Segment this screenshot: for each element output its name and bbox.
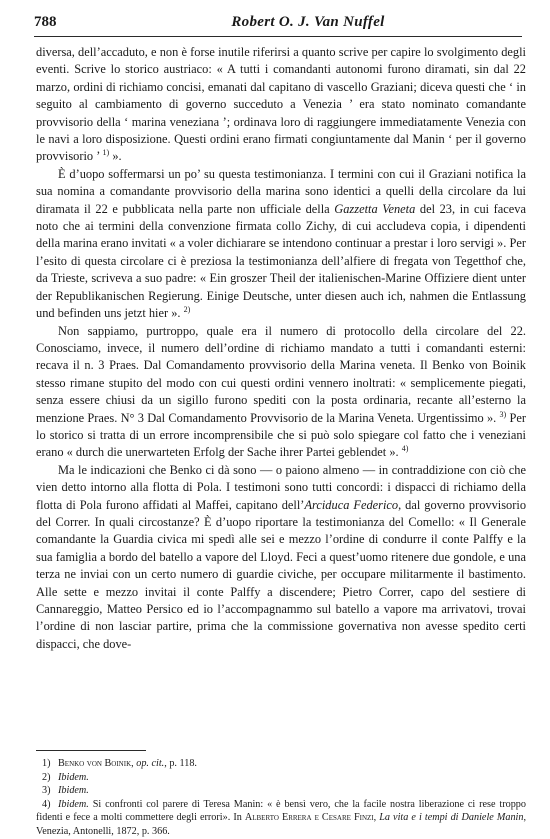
footnote-4-book-title: La vita e i tempi di Daniele Manin xyxy=(379,812,524,824)
paragraph-4 xyxy=(36,462,526,653)
footnote-1-rest: , p. 118. xyxy=(164,758,197,769)
paragraph-3 xyxy=(36,323,526,462)
footnote-1-cit: op. cit. xyxy=(136,758,165,769)
footnote-4-text-b: , xyxy=(373,812,380,824)
footnote-1-author: Benko von Boinik xyxy=(58,758,132,769)
footnote-ref-3[interactable]: 3) xyxy=(499,409,507,419)
footnote-1-number: 1) xyxy=(42,758,51,769)
paragraph-2 xyxy=(36,166,526,323)
paragraph-1-end: ». xyxy=(109,149,122,164)
paragraph-2-text-a: È d’uopo soffermarsi un po’ su questa testimonianza. I termini con cui il Graziani notifica la sua nomina a comandante provvisorio della marina sono identici a quelli della circolare da lui diramata il 22 e pubblicata nella parte non ufficiale della xyxy=(36,166,526,216)
paragraph-1-text: diversa, dell’accaduto, e non è forse inutile riferirsi a quanto scrive per capire lo svolgimento degli eventi. Scrive lo storico austriaco: « A tutti i comandanti autonomi furono diramati, sin dal 22 marzo, ordini di richiamo concisi, emanati dal capitano di vascello Graziani; diceva questi che ‘ in seguito al cambiamento di governo succeduto a Venezia ’ era stato nominato comandante provvisorio della ‘ marina veneziana ’; ordinava loro di raggiungere immediatamente Venezia con le navi a loro disposizione. Questi ordini erano firmati congiuntamente dal Manin ‘ per il governo provvisorio ’ xyxy=(36,45,526,164)
footnote-3-number: 3) xyxy=(42,785,51,797)
paragraph-2-text-b: del 23, in cui faceva noto che ai termini della convenzione firmata collo Zichy, di cui accludeva copia, i dipendenti della marina erano invitati « a voler dichiarare se intendono continuar a prestar i loro servigi ». Per l’esito di questa circolare ci è preziosa la testimonianza dell’alfiere di fregata von Tegetthof che, da Trieste, scriveva a suo padre: « Ein groszer Theil der italienischen-Marine Offiziere dient unter der Republikanischen Regierung. Einige Deutsche, unter diesen auch ich, nahmen die Entlassung und befinden uns jetzt hier ». xyxy=(36,201,526,321)
running-title: Robert O. J. Van Nuffel xyxy=(231,14,385,30)
footnote-ref-2[interactable]: 2) xyxy=(183,304,191,314)
paragraph-4-text-a: Ma le indicazioni che Benko ci dà sono — o paiono almeno — in contraddizione con ciò che vien detto intorno alla flotta di Pola. I testimoni sono tutti concordi: i dispacci di richiamo della flotta di Pola furono affidati al Maffei, capitano dell’ xyxy=(36,462,526,512)
footnote-4-authors: Alberto Errera e Cesare Finzi xyxy=(244,812,374,824)
footnote-4-ibidem: Ibidem. xyxy=(58,798,89,810)
footnote-2 xyxy=(36,771,526,785)
footnote-2-ibidem: Ibidem. xyxy=(58,771,89,783)
footnote-3 xyxy=(36,784,526,798)
paragraph-3-text-b: Per lo storico si tratta di un errore incomprensibile che si può solo spiegare col fatto che i veneziani erano « durch die unerwarteten Erfolg der Sache ihrer Partei geblendet ». xyxy=(36,410,526,460)
footnote-4 xyxy=(36,798,526,839)
page-header xyxy=(34,12,522,37)
gazzetta-veneta-title: Gazzetta Veneta xyxy=(334,201,416,216)
footnotes xyxy=(36,757,526,839)
footnote-4-text-a: Si confronti col parere di Teresa Manin: « è bensì vero, che la facile nostra liberazione ci rese troppo fidenti e fece a molti commettere degli errori». In xyxy=(36,798,526,824)
footnote-ref-4[interactable]: 4) xyxy=(401,444,409,454)
arciduca-federico-title: Arciduca Federico xyxy=(304,497,399,512)
footnote-1: 1) Benko von Boinik, op. cit., p. 118. xyxy=(36,757,526,771)
page-number: 788 xyxy=(34,14,57,30)
footnote-ref-1[interactable]: 1) xyxy=(102,148,110,158)
footnote-separator xyxy=(36,750,146,751)
footnote-4-text-c: , Venezia, Antonelli, 1872, p. 366. xyxy=(36,812,527,837)
footnote-4-number: 4) xyxy=(42,798,51,810)
paragraph-3-text-a: Non sappiamo, purtroppo, quale era il numero di protocollo della circolare del 22. Conosciamo, invece, il numero dell’ordine di richiamo mandato a tutti i comandanti esterni: recava il n. 3 Praes. Dal Comandamento provvisorio della Marina veneta. Il Benko von Boinik stesso rimane stupito del modo con cui questi ordini vennero inoltrati: « semplicemente piegati, senza essere chiusi da un sigillo furono spediti con la posta ordinaria, recante all’esterno la menzione Praes. N° 3 Dal Comandamento Provvisorio de la Marina Veneta. Urgentissimo ». xyxy=(36,323,526,425)
paragraph-1 xyxy=(36,44,526,166)
main-text xyxy=(36,44,526,653)
paragraph-4-text-b: , dal governo provvisorio del Correr. In quali circostanze? È d’uopo riportare la testimonianza del Comello: « Il Generale comandante la Guardia civica mi spedì alle sei e mezzo l’ordine di condurre il conte Palffy e la sua famiglia a bordo del batello a vapore del Lloyd. Feci a quest’uomo ritenere due gondole, e una terza ne inviai con un certo numero di guardie civiche, per occupare militarmente il bastimento. Alle sette e mezzo invitai il conte Palffy a discendere; Pietro Correr, capo del sestiere di Cannareggio, Matteo Persico ed io l’accompagnammo sul batello a vapore ma arrivatovi, trovai l’ordine di non lasciar partire, prima che la commissione governativa non avesse spedito certi dispacci, che dove- xyxy=(36,497,527,651)
footnote-2-number: 2) xyxy=(42,771,51,783)
footnote-3-ibidem: Ibidem. xyxy=(58,785,89,797)
